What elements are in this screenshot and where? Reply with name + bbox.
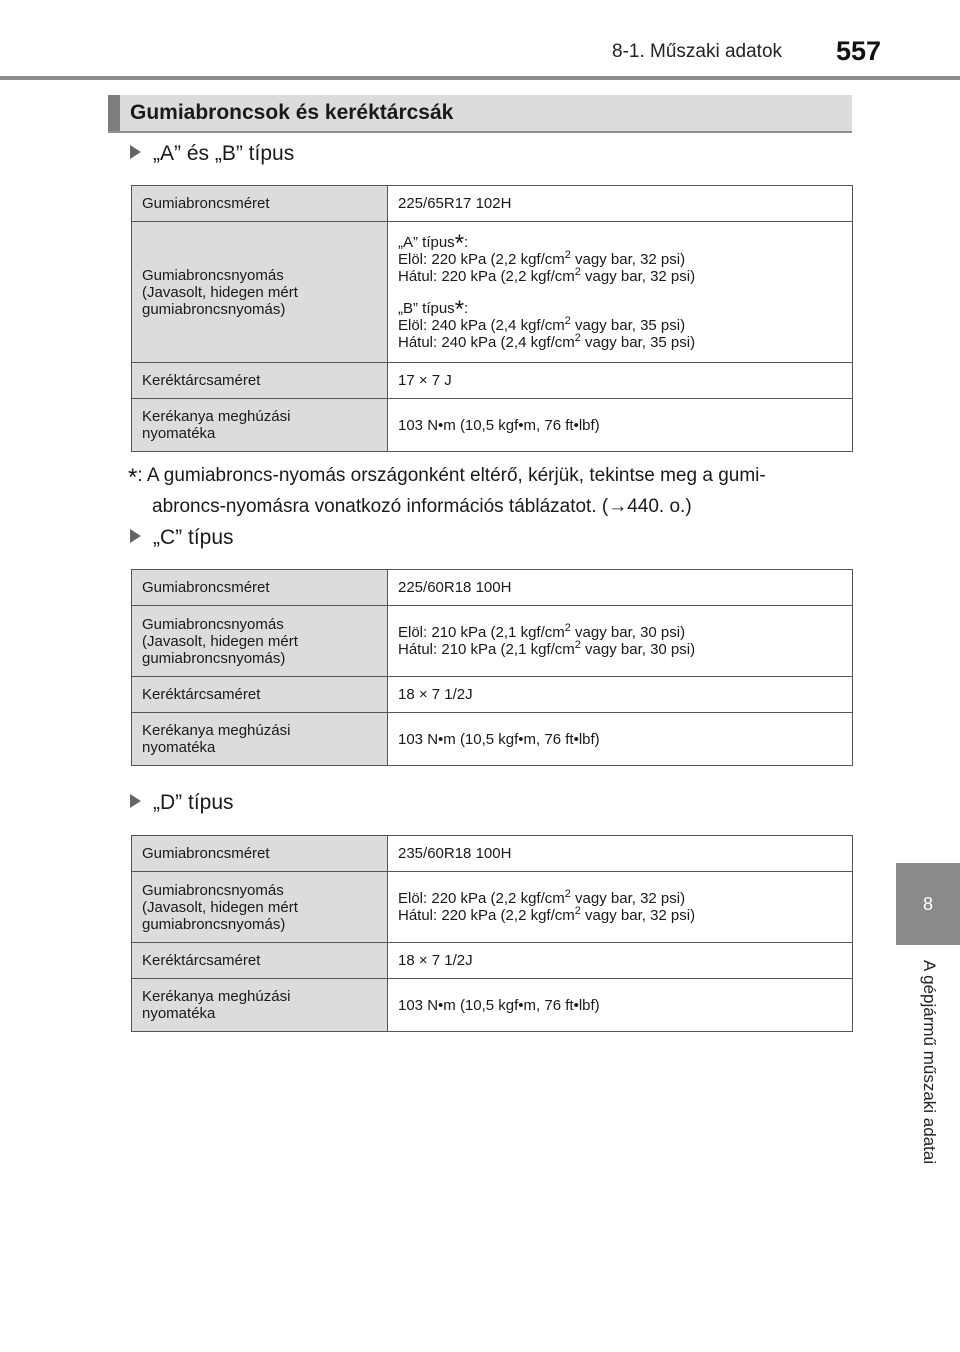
table-row [132, 222, 853, 363]
tire-pressure-label: Gumiabroncsnyomás (Javasolt, hidegen mért gumiabroncsnyomás) [132, 222, 388, 363]
tire-pressure-label: Gumiabroncsnyomás (Javasolt, hidegen mért gumiabroncsnyomás) [132, 606, 388, 677]
table-row [132, 570, 853, 606]
chapter-side-label: A gépjármű műszaki adatai [920, 960, 939, 1165]
footnote-line-2: abroncs-nyomásra vonatkozó információs táblázatot. (→440. o.) [152, 496, 692, 517]
triangle-bullet-icon [130, 529, 141, 543]
wheel-size-value: 17 × 7 J [388, 363, 853, 399]
page-number: 557 [836, 36, 882, 66]
table-row [132, 943, 853, 979]
torque-value: 103 N•m (10,5 kgf•m, 76 ft•lbf) [388, 399, 853, 452]
torque-label: Kerékanya meghúzási nyomatéka [132, 979, 388, 1032]
subheading-c [130, 526, 234, 550]
wheel-size-value: 18 × 7 1/2J [388, 677, 853, 713]
type-a-label: „A” típus*: [398, 229, 469, 257]
subheading-ab [130, 142, 294, 166]
wheel-size-label: Keréktárcsaméret [132, 363, 388, 399]
subheading-c-text: „C” típus [153, 526, 234, 549]
tire-size-value: 225/60R18 100H [388, 570, 853, 606]
table-row [132, 399, 853, 452]
spec-table-d [131, 835, 853, 1032]
tire-pressure-value [388, 606, 853, 677]
chapter-tab: 8 [896, 863, 960, 945]
spec-table-c [131, 569, 853, 766]
triangle-bullet-icon [130, 794, 141, 808]
tire-size-label: Gumiabroncsméret [132, 836, 388, 872]
torque-label: Kerékanya meghúzási nyomatéka [132, 399, 388, 452]
table-row [132, 606, 853, 677]
tire-pressure-label: Gumiabroncsnyomás (Javasolt, hidegen mért gumiabroncsnyomás) [132, 872, 388, 943]
tire-size-label: Gumiabroncsméret [132, 570, 388, 606]
tire-pressure-value [388, 872, 853, 943]
section-title-bar [108, 95, 852, 133]
torque-label: Kerékanya meghúzási nyomatéka [132, 713, 388, 766]
running-header-title: 8-1. Műszaki adatok [612, 41, 783, 62]
header-rule [0, 76, 960, 80]
type-b-rear: Hátul: 240 kPa (2,4 kgf/$cm^2$ vagy bar, 35 psi) [398, 331, 696, 351]
type-b-front: Elöl: 240 kPa (2,4 kgf/$cm^2$ vagy bar, 35 psi) [398, 314, 686, 334]
tire-size-value: 235/60R18 100H [388, 836, 853, 872]
footnote [128, 460, 858, 522]
spec-table-ab [131, 185, 853, 452]
pressure-front: Elöl: 210 kPa (2,1 kgf/$cm^2$ vagy bar, 30 psi) [398, 622, 686, 641]
table-row [132, 363, 853, 399]
table-row [132, 186, 853, 222]
torque-value: 103 N•m (10,5 kgf•m, 76 ft•lbf) [388, 979, 853, 1032]
triangle-bullet-icon [130, 145, 141, 159]
table-row [132, 677, 853, 713]
type-a-rear: Hátul: 220 kPa (2,2 kgf/$cm^2$ vagy bar, 32 psi) [398, 265, 696, 285]
table-row [132, 872, 853, 943]
asterisk: * [128, 464, 138, 491]
subheading-ab-text: „A” és „B” típus [153, 142, 295, 165]
section-title: Gumiabroncsok és keréktárcsák [130, 101, 454, 124]
footnote-line-1: *: A gumiabroncs-nyomás országonként eltérő, kérjük, tekintse meg a gumi- [128, 464, 766, 491]
tire-pressure-value [388, 222, 853, 363]
type-a-front: Elöl: 220 kPa (2,2 kgf/$cm^2$ vagy bar, 32 psi) [398, 248, 686, 268]
torque-value: 103 N•m (10,5 kgf•m, 76 ft•lbf) [388, 713, 853, 766]
type-b-label: „B” típus*: [398, 295, 469, 323]
subheading-d-text: „D” típus [153, 791, 234, 814]
table-row [132, 836, 853, 872]
tire-size-label: Gumiabroncsméret [132, 186, 388, 222]
table-row [132, 713, 853, 766]
table-row [132, 979, 853, 1032]
wheel-size-label: Keréktárcsaméret [132, 677, 388, 713]
tire-size-value: 225/65R17 102H [388, 186, 853, 222]
pressure-rear: Hátul: 220 kPa (2,2 kgf/$cm^2$ vagy bar, 32 psi) [398, 905, 696, 924]
pressure-front: Elöl: 220 kPa (2,2 kgf/$cm^2$ vagy bar, 32 psi) [398, 888, 686, 907]
section-title-marker [108, 95, 120, 131]
wheel-size-value: 18 × 7 1/2J [388, 943, 853, 979]
subheading-d [130, 791, 234, 815]
wheel-size-label: Keréktárcsaméret [132, 943, 388, 979]
pressure-rear: Hátul: 210 kPa (2,1 kgf/$cm^2$ vagy bar, 30 psi) [398, 639, 696, 658]
